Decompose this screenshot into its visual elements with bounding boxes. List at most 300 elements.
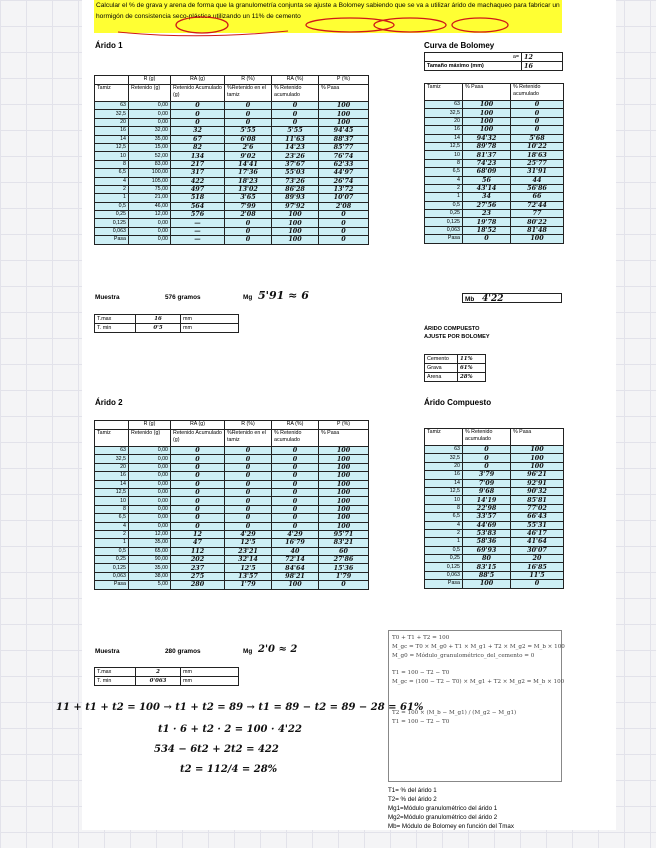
table-cell: 100 (463, 126, 511, 134)
table-row (95, 455, 369, 463)
table-cell: 0 (171, 447, 225, 455)
table-cell: 0 (225, 110, 272, 118)
table-cell: 23'21 (225, 547, 272, 555)
formula-line: M_g0 = Módulo_granulométrico_del_cemento = 0 (392, 653, 535, 659)
table-cell: 0 (272, 110, 319, 118)
sieve-size-cell: 1 (425, 193, 463, 201)
table-cell: 0 (225, 102, 272, 110)
table-cell: 100 (319, 447, 369, 455)
table-row (425, 571, 564, 579)
table-row (95, 514, 369, 522)
sieve-size-cell: 10 (425, 496, 463, 504)
table-cell: 11'5 (511, 571, 564, 579)
arido1-mg-label: Mg (243, 294, 253, 301)
table-cell: 13'02 (225, 185, 272, 193)
column-header: Tamiz (95, 85, 129, 102)
table-cell: 2'08 (319, 202, 369, 210)
table-row (425, 142, 564, 150)
sieve-size-cell: 20 (425, 117, 463, 125)
column-header: Retenido Acumulado (g) (171, 85, 225, 102)
table-cell: 23 (463, 210, 511, 218)
formula-line: M_gc = (100 − T2 − T0) × M_g1 + T2 × M_g2 = M_b × 100 (392, 679, 565, 685)
compuesto-table (424, 428, 564, 589)
column-header: % Pasa (319, 85, 369, 102)
table-row (425, 563, 564, 571)
table-row (95, 539, 369, 547)
table-row (425, 184, 564, 192)
table-cell: 0 (463, 235, 511, 243)
handwork-line-3: 534 − 6t2 + 2t2 = 422 (154, 744, 279, 755)
table-cell: 518 (171, 194, 225, 202)
table-row (95, 488, 369, 496)
table-cell: 0 (225, 480, 272, 488)
bolomey-title: Curva de Bolomey (424, 41, 495, 50)
table-row (425, 218, 564, 226)
table-row (425, 580, 564, 588)
bolomey-tmax-value: 16 (522, 62, 563, 71)
table-cell: 100 (463, 109, 511, 117)
table-cell: 7'99 (225, 202, 272, 210)
table-cell: 33'57 (463, 513, 511, 521)
table-cell: 5,00 (129, 581, 171, 589)
table-cell: 0 (463, 462, 511, 470)
table-row (95, 185, 369, 193)
arido2-title: Árido 2 (95, 398, 123, 407)
table-cell: 12,00 (129, 530, 171, 538)
table-cell: 72'44 (511, 201, 564, 209)
table-cell: 89'78 (463, 142, 511, 150)
sieve-size-cell: 12,5 (425, 142, 463, 150)
sieve-size-cell: 63 (95, 447, 129, 455)
table-row (95, 505, 369, 513)
table-cell: 0,00 (129, 505, 171, 513)
table-cell: 5'55 (225, 127, 272, 135)
table-cell: 0 (319, 581, 369, 589)
table-row (425, 101, 564, 109)
table-row (95, 564, 369, 572)
table-cell: 0,00 (129, 480, 171, 488)
grava-label: Grava (425, 364, 458, 373)
column-header (95, 421, 129, 430)
sieve-size-cell: 63 (425, 446, 463, 454)
legend-item: Mg2=Módulo granulométrico del árido 2 (388, 814, 498, 821)
sieve-size-cell: 14 (425, 479, 463, 487)
table-cell: 44'69 (463, 521, 511, 529)
sieve-size-cell: 8 (95, 505, 129, 513)
table-cell: 0 (272, 118, 319, 126)
annotation-circles (88, 0, 568, 40)
column-header: % Pasa (319, 430, 369, 447)
formula-line: T2 = 100 × (M_b − M_g1) / (M_g2 − M_g1) (392, 710, 517, 716)
table-cell: 16'85 (511, 563, 564, 571)
table-cell: 237 (171, 564, 225, 572)
sieve-size-cell: 10 (95, 497, 129, 505)
arido2-muestra-label: Muestra (95, 648, 120, 655)
table-row (425, 538, 564, 546)
table-cell: 85'81 (511, 496, 564, 504)
table-row (425, 496, 564, 504)
sieve-size-cell: 0,063 (95, 227, 129, 235)
table-cell: 53'83 (463, 529, 511, 537)
sieve-size-cell: 12,5 (95, 143, 129, 151)
column-header: R (g) (129, 76, 171, 85)
sieve-size-cell: 1 (425, 538, 463, 546)
table-cell: 74'23 (463, 159, 511, 167)
table-cell: 0,00 (129, 102, 171, 110)
table-row (425, 117, 564, 125)
table-cell: 100 (511, 446, 564, 454)
table-cell: 75,00 (129, 185, 171, 193)
table-cell: 95'71 (319, 530, 369, 538)
table-cell: — (171, 236, 225, 244)
table-row (425, 151, 564, 159)
table-cell: 96'21 (511, 471, 564, 479)
sieve-size-cell: 2 (425, 184, 463, 192)
table-cell: 1'79 (319, 572, 369, 580)
table-cell: 21,00 (129, 194, 171, 202)
table-cell: 0,00 (129, 236, 171, 244)
table-row (425, 235, 564, 243)
table-cell: 0 (171, 488, 225, 496)
table-cell: 317 (171, 169, 225, 177)
column-header: Retenido (g) (129, 430, 171, 447)
sieve-size-cell: 0,125 (425, 218, 463, 226)
sieve-size-cell: 0,5 (95, 202, 129, 210)
table-cell: 0 (171, 480, 225, 488)
table-row (425, 462, 564, 470)
table-cell: 0 (225, 227, 272, 235)
table-row (425, 126, 564, 134)
bolomey-a-label: a= (425, 53, 522, 62)
arena-label: Arena (425, 373, 458, 382)
table-cell: 0 (171, 463, 225, 471)
table-cell: 62'33 (319, 160, 369, 168)
table-cell: 85'77 (319, 143, 369, 151)
table-cell: 22'98 (463, 504, 511, 512)
table-cell: 9'68 (463, 487, 511, 495)
sieve-size-cell: 4 (95, 522, 129, 530)
column-header: % Retenido acumulado (511, 84, 564, 101)
table-row (95, 530, 369, 538)
column-header: R (%) (225, 76, 272, 85)
table-cell: 0 (225, 514, 272, 522)
sieve-size-cell: Pasa (425, 580, 463, 588)
table-cell: 100 (319, 480, 369, 488)
table-cell: 47 (171, 539, 225, 547)
table-cell: 0 (463, 454, 511, 462)
table-cell: 18'52 (463, 226, 511, 234)
table-cell: 0 (171, 522, 225, 530)
table-cell: 100 (463, 117, 511, 125)
table-cell: 98'21 (272, 572, 319, 580)
table-cell: 35,00 (129, 135, 171, 143)
table-row (95, 480, 369, 488)
table-row (95, 143, 369, 151)
column-header: Tamiz (425, 84, 463, 101)
table-cell: 10'07 (319, 194, 369, 202)
table-row (425, 487, 564, 495)
table-row (425, 546, 564, 554)
sieve-size-cell: Pasa (95, 236, 129, 244)
table-cell: 0 (511, 117, 564, 125)
sieve-size-cell: 63 (95, 102, 129, 110)
table-cell: 0 (272, 447, 319, 455)
arido2-tmax-value: 2 (136, 668, 181, 677)
table-cell: 497 (171, 185, 225, 193)
bolomey-mb-box (462, 293, 562, 303)
table-cell: 11'63 (272, 135, 319, 143)
sieve-size-cell: 14 (95, 480, 129, 488)
table-cell: 32 (171, 127, 225, 135)
table-cell: — (171, 219, 225, 227)
table-cell: 0 (272, 497, 319, 505)
sieve-size-cell: 0,125 (95, 219, 129, 227)
sieve-size-cell: 8 (95, 160, 129, 168)
table-cell: 81'37 (463, 151, 511, 159)
table-cell: 16'79 (272, 539, 319, 547)
table-row (95, 219, 369, 227)
table-row (425, 210, 564, 218)
table-cell: 12'5 (225, 539, 272, 547)
table-cell: 56 (463, 176, 511, 184)
table-cell: 0,00 (129, 463, 171, 471)
column-header: Tamiz (95, 430, 129, 447)
table-cell: 0 (272, 514, 319, 522)
sieve-size-cell: 14 (425, 134, 463, 142)
column-header: RA (%) (272, 76, 319, 85)
compuesto-bolomey-title-2: AJUSTE POR BOLOMEY (424, 334, 490, 340)
table-row (95, 135, 369, 143)
table-cell: 202 (171, 556, 225, 564)
table-cell: 0,00 (129, 227, 171, 235)
arido2-table (94, 420, 369, 590)
table-row (425, 521, 564, 529)
column-header: P (%) (319, 421, 369, 430)
sieve-size-cell: 6,5 (425, 168, 463, 176)
table-row (95, 472, 369, 480)
table-row (95, 556, 369, 564)
table-cell: 12'5 (225, 564, 272, 572)
sieve-size-cell: 0,125 (425, 563, 463, 571)
arido2-mg-value: 2'0 ≈ 2 (258, 644, 298, 655)
table-cell: 576 (171, 211, 225, 219)
table-cell: 0,00 (129, 219, 171, 227)
sieve-size-cell: 16 (425, 126, 463, 134)
table-cell: 0 (272, 522, 319, 530)
arido1-tmax-unit: mm (181, 315, 239, 324)
table-cell: 15,00 (129, 143, 171, 151)
column-header: % Retenido acumulado (463, 429, 511, 446)
column-header: Retenido Acumulado (g) (171, 430, 225, 447)
table-cell: 20 (511, 555, 564, 563)
arido2-tmin-value: 0'063 (136, 677, 181, 686)
column-header (95, 76, 129, 85)
table-cell: 14'41 (225, 160, 272, 168)
sieve-size-cell: 20 (95, 463, 129, 471)
sieve-size-cell: 1 (95, 194, 129, 202)
table-row (95, 127, 369, 135)
table-cell: 6'08 (225, 135, 272, 143)
table-row (95, 202, 369, 210)
table-cell: 100 (319, 497, 369, 505)
table-cell: 0 (319, 227, 369, 235)
table-cell: 0 (511, 126, 564, 134)
bolomey-tmax-label: Tamaño máximo (mm) (425, 62, 522, 71)
arido1-limits (94, 314, 239, 333)
table-cell: 0,00 (129, 110, 171, 118)
legend-item: T1= % del árido 1 (388, 787, 437, 794)
table-row (95, 227, 369, 235)
table-cell: 83,00 (129, 160, 171, 168)
table-cell: 34 (463, 193, 511, 201)
table-cell: 13'72 (319, 185, 369, 193)
column-header: % Retenido acumulado (272, 85, 319, 102)
sieve-size-cell: 0,5 (95, 547, 129, 555)
table-cell: 19'78 (463, 218, 511, 226)
table-cell: 44 (511, 176, 564, 184)
arido1-tmin-unit: mm (181, 324, 239, 333)
table-cell: 0 (171, 472, 225, 480)
compuesto-title: Árido Compuesto (424, 398, 492, 407)
table-row (95, 194, 369, 202)
table-cell: 5'68 (511, 134, 564, 142)
sieve-size-cell: 32,5 (95, 455, 129, 463)
table-cell: 46,00 (129, 202, 171, 210)
table-cell: 0 (171, 102, 225, 110)
table-row (95, 177, 369, 185)
table-cell: 35,00 (129, 564, 171, 572)
table-row (425, 513, 564, 521)
legend-item: Mg1=Módulo granulométrico del árido 1 (388, 805, 498, 812)
sieve-size-cell: 4 (425, 521, 463, 529)
sieve-size-cell: 16 (95, 472, 129, 480)
column-header: R (%) (225, 421, 272, 430)
formula-line: T1 = 100 − T2 − T0 (392, 670, 450, 676)
table-cell: 0 (272, 480, 319, 488)
table-cell: 55'31 (511, 521, 564, 529)
table-cell: 100 (319, 118, 369, 126)
formula-line: M_gc = T0 × M_g0 + T1 × M_g1 + T2 × M_g2 = M_b × 100 (392, 644, 565, 650)
bolomey-table (424, 83, 564, 244)
bolomey-mb-value: 4'22 (482, 294, 504, 304)
table-row (425, 529, 564, 537)
table-cell: 10'22 (511, 142, 564, 150)
table-row (95, 160, 369, 168)
table-cell: 73'26 (272, 177, 319, 185)
sieve-size-cell: 0,125 (95, 564, 129, 572)
sieve-size-cell: Pasa (95, 581, 129, 589)
table-cell: 77'02 (511, 504, 564, 512)
column-header: % Pasa (463, 84, 511, 101)
table-cell: 0 (272, 455, 319, 463)
table-cell: 0 (225, 488, 272, 496)
table-cell: 100 (511, 454, 564, 462)
sieve-size-cell: 4 (425, 176, 463, 184)
table-row (95, 152, 369, 160)
table-cell: 100 (319, 472, 369, 480)
table-cell: 100 (272, 219, 319, 227)
table-cell: 100,00 (129, 169, 171, 177)
table-cell: 0 (225, 447, 272, 455)
legend-item: Mb= Módulo de Bolomey en función del Tmax (388, 823, 514, 830)
sieve-size-cell: 32,5 (95, 110, 129, 118)
table-cell: 60 (319, 547, 369, 555)
table-cell: 0 (272, 102, 319, 110)
table-cell: 81'48 (511, 226, 564, 234)
arido1-tmax-value: 16 (136, 315, 181, 324)
table-cell: 94'32 (463, 134, 511, 142)
table-cell: 84'64 (272, 564, 319, 572)
table-cell: 72'14 (272, 556, 319, 564)
table-cell: 0 (225, 455, 272, 463)
table-row (425, 193, 564, 201)
table-cell: 0,00 (129, 472, 171, 480)
compuesto-bolomey-title (424, 325, 490, 341)
sieve-size-cell: 8 (425, 159, 463, 167)
column-header: % Pasa (511, 429, 564, 446)
table-cell: 18'23 (225, 177, 272, 185)
table-cell: 0 (319, 211, 369, 219)
sieve-size-cell: 0,25 (95, 556, 129, 564)
table-cell: 12 (171, 530, 225, 538)
table-cell: 0,00 (129, 488, 171, 496)
sieve-size-cell: 0,25 (425, 555, 463, 563)
table-cell: 80 (463, 555, 511, 563)
table-cell: 0 (171, 110, 225, 118)
table-cell: 41'64 (511, 538, 564, 546)
table-cell: 0 (463, 446, 511, 454)
table-row (425, 159, 564, 167)
table-row (95, 211, 369, 219)
table-cell: 52,00 (129, 152, 171, 160)
sieve-size-cell: 0,25 (95, 211, 129, 219)
table-cell: 0 (225, 118, 272, 126)
table-cell: 67 (171, 135, 225, 143)
cemento-label: Cemento (425, 355, 458, 364)
sieve-size-cell: Pasa (425, 235, 463, 243)
table-cell: 35,00 (129, 539, 171, 547)
table-cell: 0 (225, 497, 272, 505)
table-cell: — (171, 227, 225, 235)
table-cell: 0 (225, 219, 272, 227)
arido1-tmax-label: T.max (95, 315, 136, 324)
table-cell: 0 (272, 505, 319, 513)
sieve-size-cell: 1 (95, 539, 129, 547)
sieve-size-cell: 6,5 (95, 169, 129, 177)
table-cell: 0 (171, 514, 225, 522)
table-row (425, 201, 564, 209)
sieve-size-cell: 0,5 (425, 546, 463, 554)
table-cell: 31'91 (511, 168, 564, 176)
sieve-size-cell: 2 (425, 529, 463, 537)
table-cell: 26'74 (319, 177, 369, 185)
table-cell: 38,00 (129, 572, 171, 580)
table-cell: 66 (511, 193, 564, 201)
table-row (425, 134, 564, 142)
table-cell: 32'14 (225, 556, 272, 564)
table-cell: 66'43 (511, 513, 564, 521)
sieve-size-cell: 0,25 (425, 210, 463, 218)
table-cell: 100 (272, 211, 319, 219)
table-cell: 100 (511, 235, 564, 243)
table-row (425, 176, 564, 184)
table-cell: 55'03 (272, 169, 319, 177)
table-cell: 100 (272, 581, 319, 589)
grava-value: 61% (458, 364, 486, 373)
arido1-tmin-label: T. min (95, 324, 136, 333)
table-row (95, 110, 369, 118)
table-cell: 100 (319, 102, 369, 110)
